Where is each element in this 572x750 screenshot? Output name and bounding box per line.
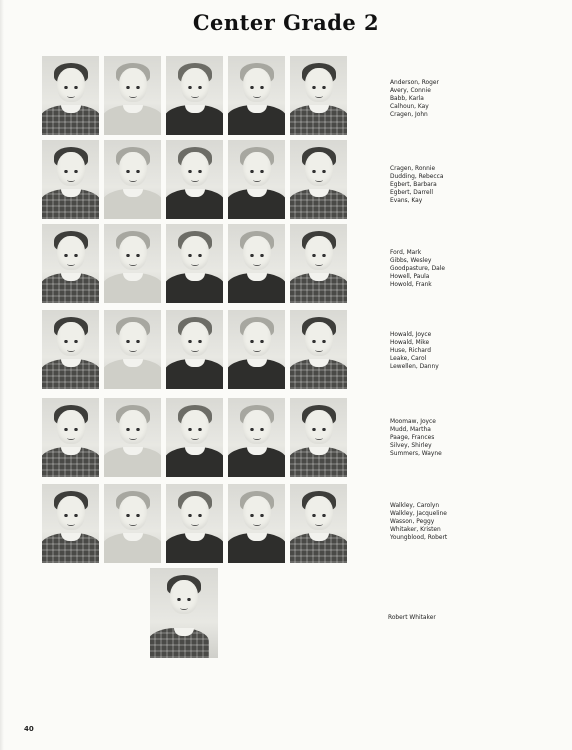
mouth xyxy=(67,94,75,98)
mouth xyxy=(315,178,323,182)
eyes xyxy=(250,86,264,89)
eyes xyxy=(250,514,264,517)
student-photo xyxy=(166,398,223,477)
student-photo xyxy=(228,398,285,477)
eyes xyxy=(126,514,140,517)
mouth xyxy=(191,522,199,526)
student-photo xyxy=(228,484,285,563)
mouth xyxy=(67,436,75,440)
student-name: Silvey, Shirley xyxy=(390,442,432,449)
student-name: Avery, Connie xyxy=(390,87,431,94)
student-name: Cragen, John xyxy=(390,111,428,118)
mouth xyxy=(191,262,199,266)
student-photo xyxy=(228,140,285,219)
student-photo xyxy=(290,56,347,135)
mouth xyxy=(129,436,137,440)
student-photo xyxy=(42,140,99,219)
mouth xyxy=(67,522,75,526)
student-photo xyxy=(166,484,223,563)
student-photo xyxy=(42,484,99,563)
mouth xyxy=(191,178,199,182)
student-photo xyxy=(42,310,99,389)
student-photo xyxy=(290,484,347,563)
student-photo xyxy=(42,398,99,477)
eyes xyxy=(64,170,78,173)
eyes xyxy=(312,340,326,343)
student-name: Whitaker, Kristen xyxy=(390,526,441,533)
eyes xyxy=(64,254,78,257)
extra-photo-caption: Robert Whitaker xyxy=(388,615,436,621)
mouth xyxy=(67,178,75,182)
eyes xyxy=(312,86,326,89)
eyes xyxy=(64,340,78,343)
mouth xyxy=(253,522,261,526)
student-name: Evans, Kay xyxy=(390,197,423,204)
mouth xyxy=(253,436,261,440)
mouth xyxy=(191,436,199,440)
student-name: Wasson, Peggy xyxy=(390,518,435,525)
eyes xyxy=(64,514,78,517)
student-name: Paage, Frances xyxy=(390,434,435,441)
student-photo xyxy=(228,56,285,135)
student-photo xyxy=(166,224,223,303)
student-name: Youngblood, Robert xyxy=(390,534,448,541)
student-photo xyxy=(290,140,347,219)
mouth xyxy=(129,522,137,526)
student-photo xyxy=(104,310,161,389)
student-photo xyxy=(290,398,347,477)
mouth xyxy=(253,178,261,182)
mouth xyxy=(67,348,75,352)
student-name: Huse, Richard xyxy=(390,347,431,354)
student-name: Dudding, Rebecca xyxy=(390,173,444,180)
mouth xyxy=(129,262,137,266)
name-list-row-4 xyxy=(390,332,500,372)
eyes xyxy=(250,340,264,343)
eyes xyxy=(250,254,264,257)
student-name: Howald, Mike xyxy=(390,339,430,346)
page-edge-shadow xyxy=(0,0,4,750)
eyes xyxy=(312,514,326,517)
eyes xyxy=(312,170,326,173)
name-list-row-2 xyxy=(390,166,500,206)
eyes xyxy=(250,428,264,431)
name-list-row-1 xyxy=(390,80,500,120)
student-photo xyxy=(166,310,223,389)
eyes xyxy=(126,428,140,431)
student-photo xyxy=(228,310,285,389)
mouth xyxy=(67,262,75,266)
student-photo xyxy=(150,568,218,658)
mouth xyxy=(253,262,261,266)
student-name: Goodpasture, Dale xyxy=(390,265,446,272)
student-photo xyxy=(104,484,161,563)
student-photo xyxy=(228,224,285,303)
student-name: Anderson, Roger xyxy=(390,80,439,86)
student-photo xyxy=(104,224,161,303)
student-name: Walkley, Jacqueline xyxy=(390,510,447,517)
student-photo xyxy=(104,56,161,135)
student-name: Cragen, Ronnie xyxy=(390,166,436,172)
student-photo xyxy=(42,224,99,303)
eyes xyxy=(126,86,140,89)
eyes xyxy=(312,254,326,257)
eyes xyxy=(188,170,202,173)
mouth xyxy=(315,436,323,440)
name-list-row-5 xyxy=(390,419,500,459)
eyes xyxy=(177,598,191,601)
student-name: Mudd, Martha xyxy=(390,426,431,433)
student-name: Howold, Frank xyxy=(390,281,432,288)
eyes xyxy=(64,86,78,89)
student-name: Leake, Carol xyxy=(390,355,427,362)
mouth xyxy=(253,94,261,98)
mouth xyxy=(180,606,188,610)
eyes xyxy=(188,428,202,431)
mouth xyxy=(315,94,323,98)
student-photo xyxy=(104,140,161,219)
eyes xyxy=(126,340,140,343)
student-photo xyxy=(166,140,223,219)
name-list-row-3 xyxy=(390,250,500,290)
student-name: Moomaw, Joyce xyxy=(390,419,436,425)
eyes xyxy=(188,254,202,257)
mouth xyxy=(315,262,323,266)
student-photo xyxy=(166,56,223,135)
student-name: Walkley, Carolyn xyxy=(390,503,440,509)
student-name: Summers, Wayne xyxy=(390,450,442,457)
student-name: Howald, Joyce xyxy=(390,332,432,338)
eyes xyxy=(188,514,202,517)
student-photo xyxy=(290,224,347,303)
student-name: Howell, Paula xyxy=(390,273,430,280)
eyes xyxy=(250,170,264,173)
student-name: Lewellen, Danny xyxy=(390,363,439,370)
mouth xyxy=(191,348,199,352)
name-list-row-6 xyxy=(390,503,500,543)
page-title: Center Grade 2 xyxy=(192,10,380,35)
page-number: 40 xyxy=(24,725,34,733)
student-name: Egbert, Darrell xyxy=(390,189,433,196)
student-name: Egbert, Barbara xyxy=(390,181,437,188)
mouth xyxy=(129,348,137,352)
eyes xyxy=(64,428,78,431)
eyes xyxy=(126,254,140,257)
mouth xyxy=(129,94,137,98)
mouth xyxy=(315,348,323,352)
student-name: Gibbs, Wesley xyxy=(390,257,432,264)
eyes xyxy=(188,86,202,89)
mouth xyxy=(191,94,199,98)
mouth xyxy=(315,522,323,526)
eyes xyxy=(188,340,202,343)
mouth xyxy=(253,348,261,352)
student-photo xyxy=(290,310,347,389)
mouth xyxy=(129,178,137,182)
student-name: Ford, Mark xyxy=(390,250,422,256)
eyes xyxy=(312,428,326,431)
eyes xyxy=(126,170,140,173)
student-photo xyxy=(104,398,161,477)
student-photo xyxy=(42,56,99,135)
student-name: Calhoun, Kay xyxy=(390,103,429,110)
student-name: Babb, Karla xyxy=(390,95,424,102)
